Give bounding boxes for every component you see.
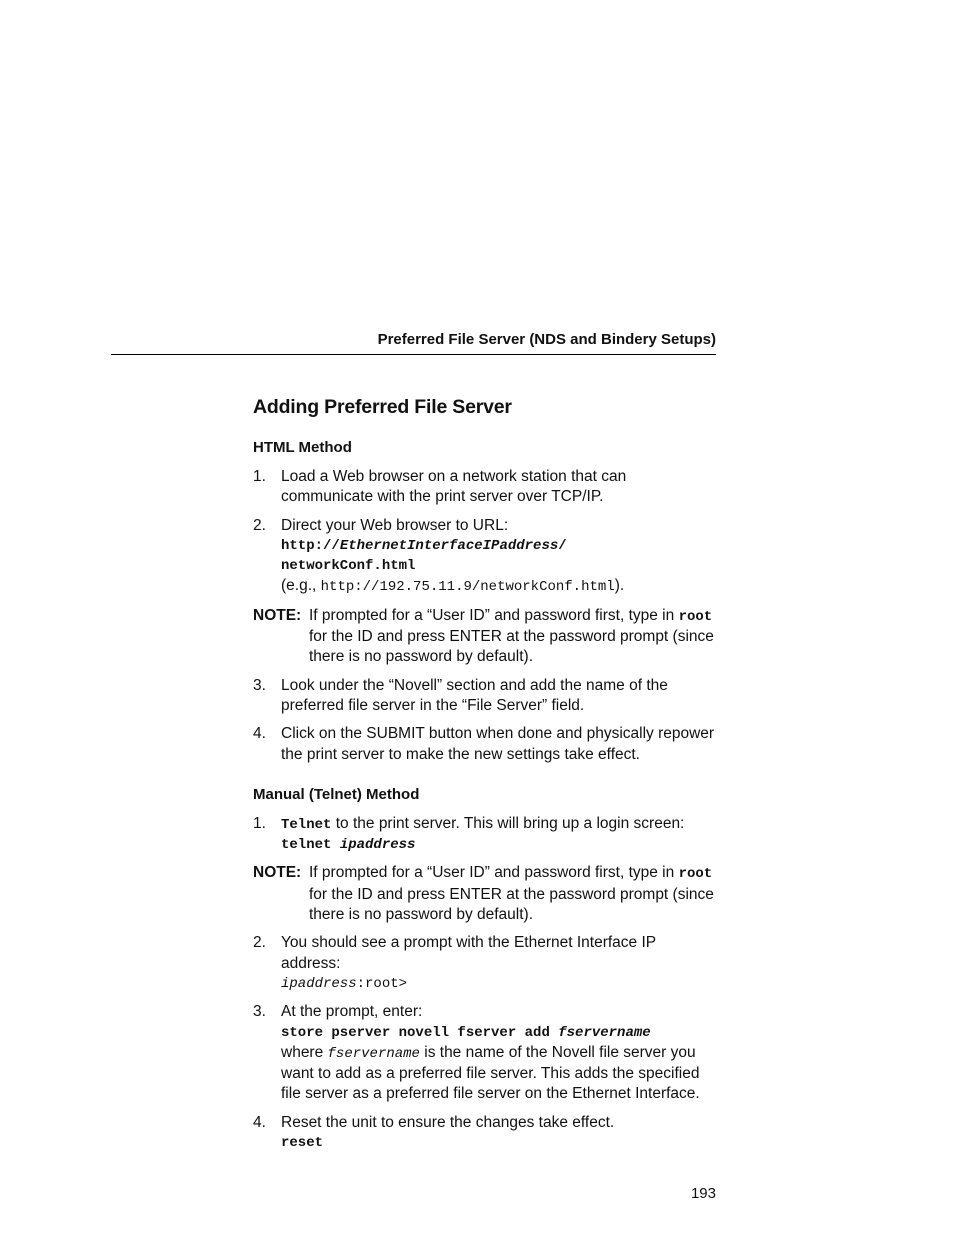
note-label: NOTE: bbox=[253, 864, 302, 882]
step-text: the print server to make the new settings take effect. bbox=[281, 745, 640, 763]
step-number: 4. bbox=[253, 725, 266, 743]
note-text: for the ID and press ENTER at the password prompt (since bbox=[309, 885, 714, 903]
step-text: Reset the unit to ensure the changes take effect. bbox=[281, 1113, 615, 1131]
note-text: If prompted for a “User ID” and password first, type in root bbox=[309, 864, 713, 883]
note-code: root bbox=[678, 866, 713, 883]
telnet-step-1 bbox=[253, 814, 723, 856]
inline-variable: fservername bbox=[327, 1045, 420, 1062]
step-number: 2. bbox=[253, 934, 266, 952]
html-step-3 bbox=[253, 676, 723, 717]
step-text: communicate with the print server over TCP/IP. bbox=[281, 488, 604, 506]
step-number: 1. bbox=[253, 468, 266, 485]
step-text: want to add as a preferred file server. This adds the specified bbox=[281, 1065, 700, 1083]
step-text: Direct your Web browser to URL: bbox=[281, 516, 509, 534]
step-number: 3. bbox=[253, 1003, 266, 1021]
note-text: there is no password by default). bbox=[309, 906, 534, 924]
step-text: address: bbox=[281, 954, 341, 972]
step-text: Telnet to the print server. This will bring up a login screen: bbox=[281, 814, 685, 833]
url-template-file: networkConf.html bbox=[281, 558, 416, 575]
telnet-step-3 bbox=[253, 1002, 723, 1104]
note-text: there is no password by default). bbox=[309, 648, 534, 666]
telnet-step-2 bbox=[253, 933, 723, 994]
step-number: 1. bbox=[253, 814, 266, 832]
step-number: 3. bbox=[253, 676, 266, 694]
telnet-method-heading: Manual (Telnet) Method bbox=[253, 785, 420, 803]
telnet-step-4 bbox=[253, 1113, 723, 1154]
url-example: (e.g., http://192.75.11.9/networkConf.html). bbox=[281, 577, 625, 596]
step-text: You should see a prompt with the Ethernet Interface IP bbox=[281, 934, 657, 952]
telnet-note bbox=[253, 863, 723, 925]
note-text: If prompted for a “User ID” and password first, type in root bbox=[309, 606, 713, 625]
step-text: Load a Web browser on a network station that can bbox=[281, 468, 627, 485]
command: store pserver novell fserver add fservername bbox=[281, 1024, 651, 1041]
html-method-heading: HTML Method bbox=[253, 439, 352, 456]
command-variable: ipaddress bbox=[339, 837, 416, 854]
header-rule bbox=[111, 354, 716, 355]
running-header: Preferred File Server (NDS and Bindery Setups) bbox=[377, 331, 716, 348]
note-label: NOTE: bbox=[253, 606, 302, 624]
step-number: 2. bbox=[253, 516, 266, 534]
page-content bbox=[253, 394, 723, 1161]
page-number: 193 bbox=[690, 1185, 716, 1202]
html-note bbox=[253, 606, 723, 668]
command: telnet ipaddress bbox=[281, 837, 416, 854]
html-step-1 bbox=[253, 467, 723, 508]
command: reset bbox=[281, 1135, 324, 1152]
inline-code: Telnet bbox=[281, 816, 332, 833]
command-variable: fservername bbox=[558, 1024, 651, 1041]
prompt-variable: ipaddress bbox=[281, 975, 357, 992]
example-url: http://192.75.11.9/networkConf.html bbox=[320, 579, 615, 596]
step-text: Click on the SUBMIT button when done and physically repower bbox=[281, 725, 715, 743]
html-step-4 bbox=[253, 724, 723, 765]
html-step-2 bbox=[253, 516, 723, 598]
step-text: file server as a preferred file server on the Ethernet Interface. bbox=[281, 1085, 700, 1103]
url-variable: EthernetInterfaceIPaddress bbox=[339, 537, 559, 554]
step-text: Look under the “Novell” section and add the name of the bbox=[281, 676, 668, 694]
step-text: At the prompt, enter: bbox=[281, 1003, 423, 1021]
step-number: 4. bbox=[253, 1113, 266, 1131]
section-gap bbox=[253, 773, 723, 785]
step-text: preferred file server in the “File Server” field. bbox=[281, 696, 585, 714]
note-text: for the ID and press ENTER at the password prompt (since bbox=[309, 628, 714, 646]
prompt-example: ipaddress:root> bbox=[281, 975, 408, 992]
step-text: where fservername is the name of the Novell file server you bbox=[281, 1043, 696, 1062]
section-title: Adding Preferred File Server bbox=[253, 396, 512, 418]
url-template: http://EthernetInterfaceIPaddress/ bbox=[281, 537, 567, 554]
note-code: root bbox=[678, 608, 713, 625]
